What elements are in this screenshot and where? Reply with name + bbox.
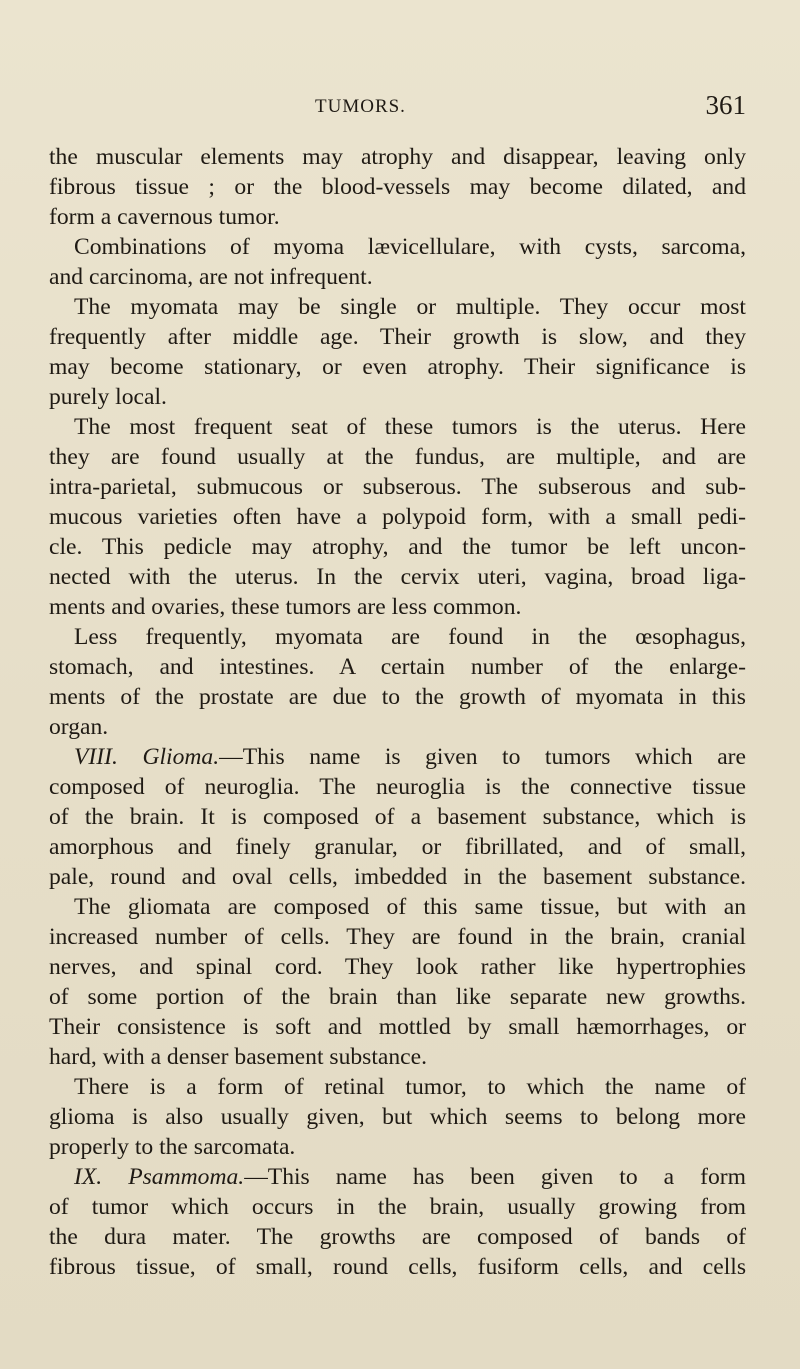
section-text: —This name has been given to a form bbox=[244, 1164, 746, 1190]
text-line: nected with the uterus. In the cervix uteri, vagina, broad liga- bbox=[49, 564, 746, 590]
text-line: the dura mater. The growths are composed of bands of bbox=[49, 1224, 746, 1250]
text-line: ments of the prostate are due to the growth of myomata in this bbox=[49, 684, 746, 710]
section-heading-line bbox=[74, 742, 746, 772]
text-line: fibrous tissue ; or the blood-vessels may become dilated, and bbox=[49, 174, 746, 200]
text-line: Their consistence is soft and mottled by small hæmorrhages, or bbox=[49, 1014, 746, 1040]
text-line: increased number of cells. They are found in the brain, cranial bbox=[49, 924, 746, 950]
text-line: and carcinoma, are not infrequent. bbox=[49, 264, 373, 290]
text-line: form a cavernous tumor. bbox=[49, 204, 280, 230]
text-line: mucous varieties often have a polypoid form, with a small pedi- bbox=[49, 504, 746, 530]
text-line: fibrous tissue, of small, round cells, fusiform cells, and cells bbox=[49, 1254, 746, 1280]
text-line: purely local. bbox=[49, 384, 167, 410]
text-line: glioma is also usually given, but which seems to belong more bbox=[49, 1104, 746, 1130]
text-line: hard, with a denser basement substance. bbox=[49, 1044, 428, 1070]
text-line: organ. bbox=[49, 714, 109, 740]
text-line: intra-parietal, submucous or subserous. The subserous and sub- bbox=[49, 474, 746, 500]
text-line: There is a form of retinal tumor, to which the name of bbox=[74, 1074, 746, 1100]
section-term: Glioma. bbox=[142, 744, 220, 770]
section-term: Psammoma. bbox=[128, 1164, 245, 1190]
text-line: Less frequently, myomata are found in the œsophagus, bbox=[74, 624, 746, 650]
text-line: of some portion of the brain than like separate new growths. bbox=[49, 984, 746, 1010]
text-line: amorphous and finely granular, or fibrillated, and of small, bbox=[49, 834, 746, 860]
section-numeral: IX. bbox=[74, 1164, 103, 1190]
text-line: stomach, and intestines. A certain number of the enlarge- bbox=[49, 654, 746, 680]
section-numeral: VIII. bbox=[74, 744, 118, 770]
running-title: TUMORS. bbox=[315, 96, 406, 117]
page-number: 361 bbox=[705, 90, 746, 120]
section-heading-line bbox=[74, 1162, 746, 1192]
text-line: may become stationary, or even atrophy. Their significance is bbox=[49, 354, 746, 380]
text-line: of the brain. It is composed of a basement substance, which is bbox=[49, 804, 746, 830]
text-line: The myomata may be single or multiple. They occur most bbox=[74, 294, 746, 320]
text-line: pale, round and oval cells, imbedded in the basement substance. bbox=[49, 864, 746, 890]
text-line: of tumor which occurs in the brain, usually growing from bbox=[49, 1194, 746, 1220]
text-line: they are found usually at the fundus, are multiple, and are bbox=[49, 444, 746, 470]
text-line: properly to the sarcomata. bbox=[49, 1134, 296, 1160]
text-line: The most frequent seat of these tumors is the uterus. Here bbox=[74, 414, 746, 440]
section-text: —This name is given to tumors which are bbox=[219, 744, 746, 770]
text-line: Combinations of myoma lævicellulare, with cysts, sarcoma, bbox=[74, 234, 746, 260]
text-line: The gliomata are composed of this same tissue, but with an bbox=[74, 894, 746, 920]
running-head bbox=[0, 92, 800, 124]
text-line: composed of neuroglia. The neuroglia is the connective tissue bbox=[49, 774, 746, 800]
text-line: cle. This pedicle may atrophy, and the tumor be left uncon- bbox=[49, 534, 746, 560]
text-line: frequently after middle age. Their growth is slow, and they bbox=[49, 324, 746, 350]
text-line: nerves, and spinal cord. They look rather like hypertrophies bbox=[49, 954, 746, 980]
text-line: the muscular elements may atrophy and disappear, leaving only bbox=[49, 144, 746, 170]
text-line: ments and ovaries, these tumors are less common. bbox=[49, 594, 522, 620]
